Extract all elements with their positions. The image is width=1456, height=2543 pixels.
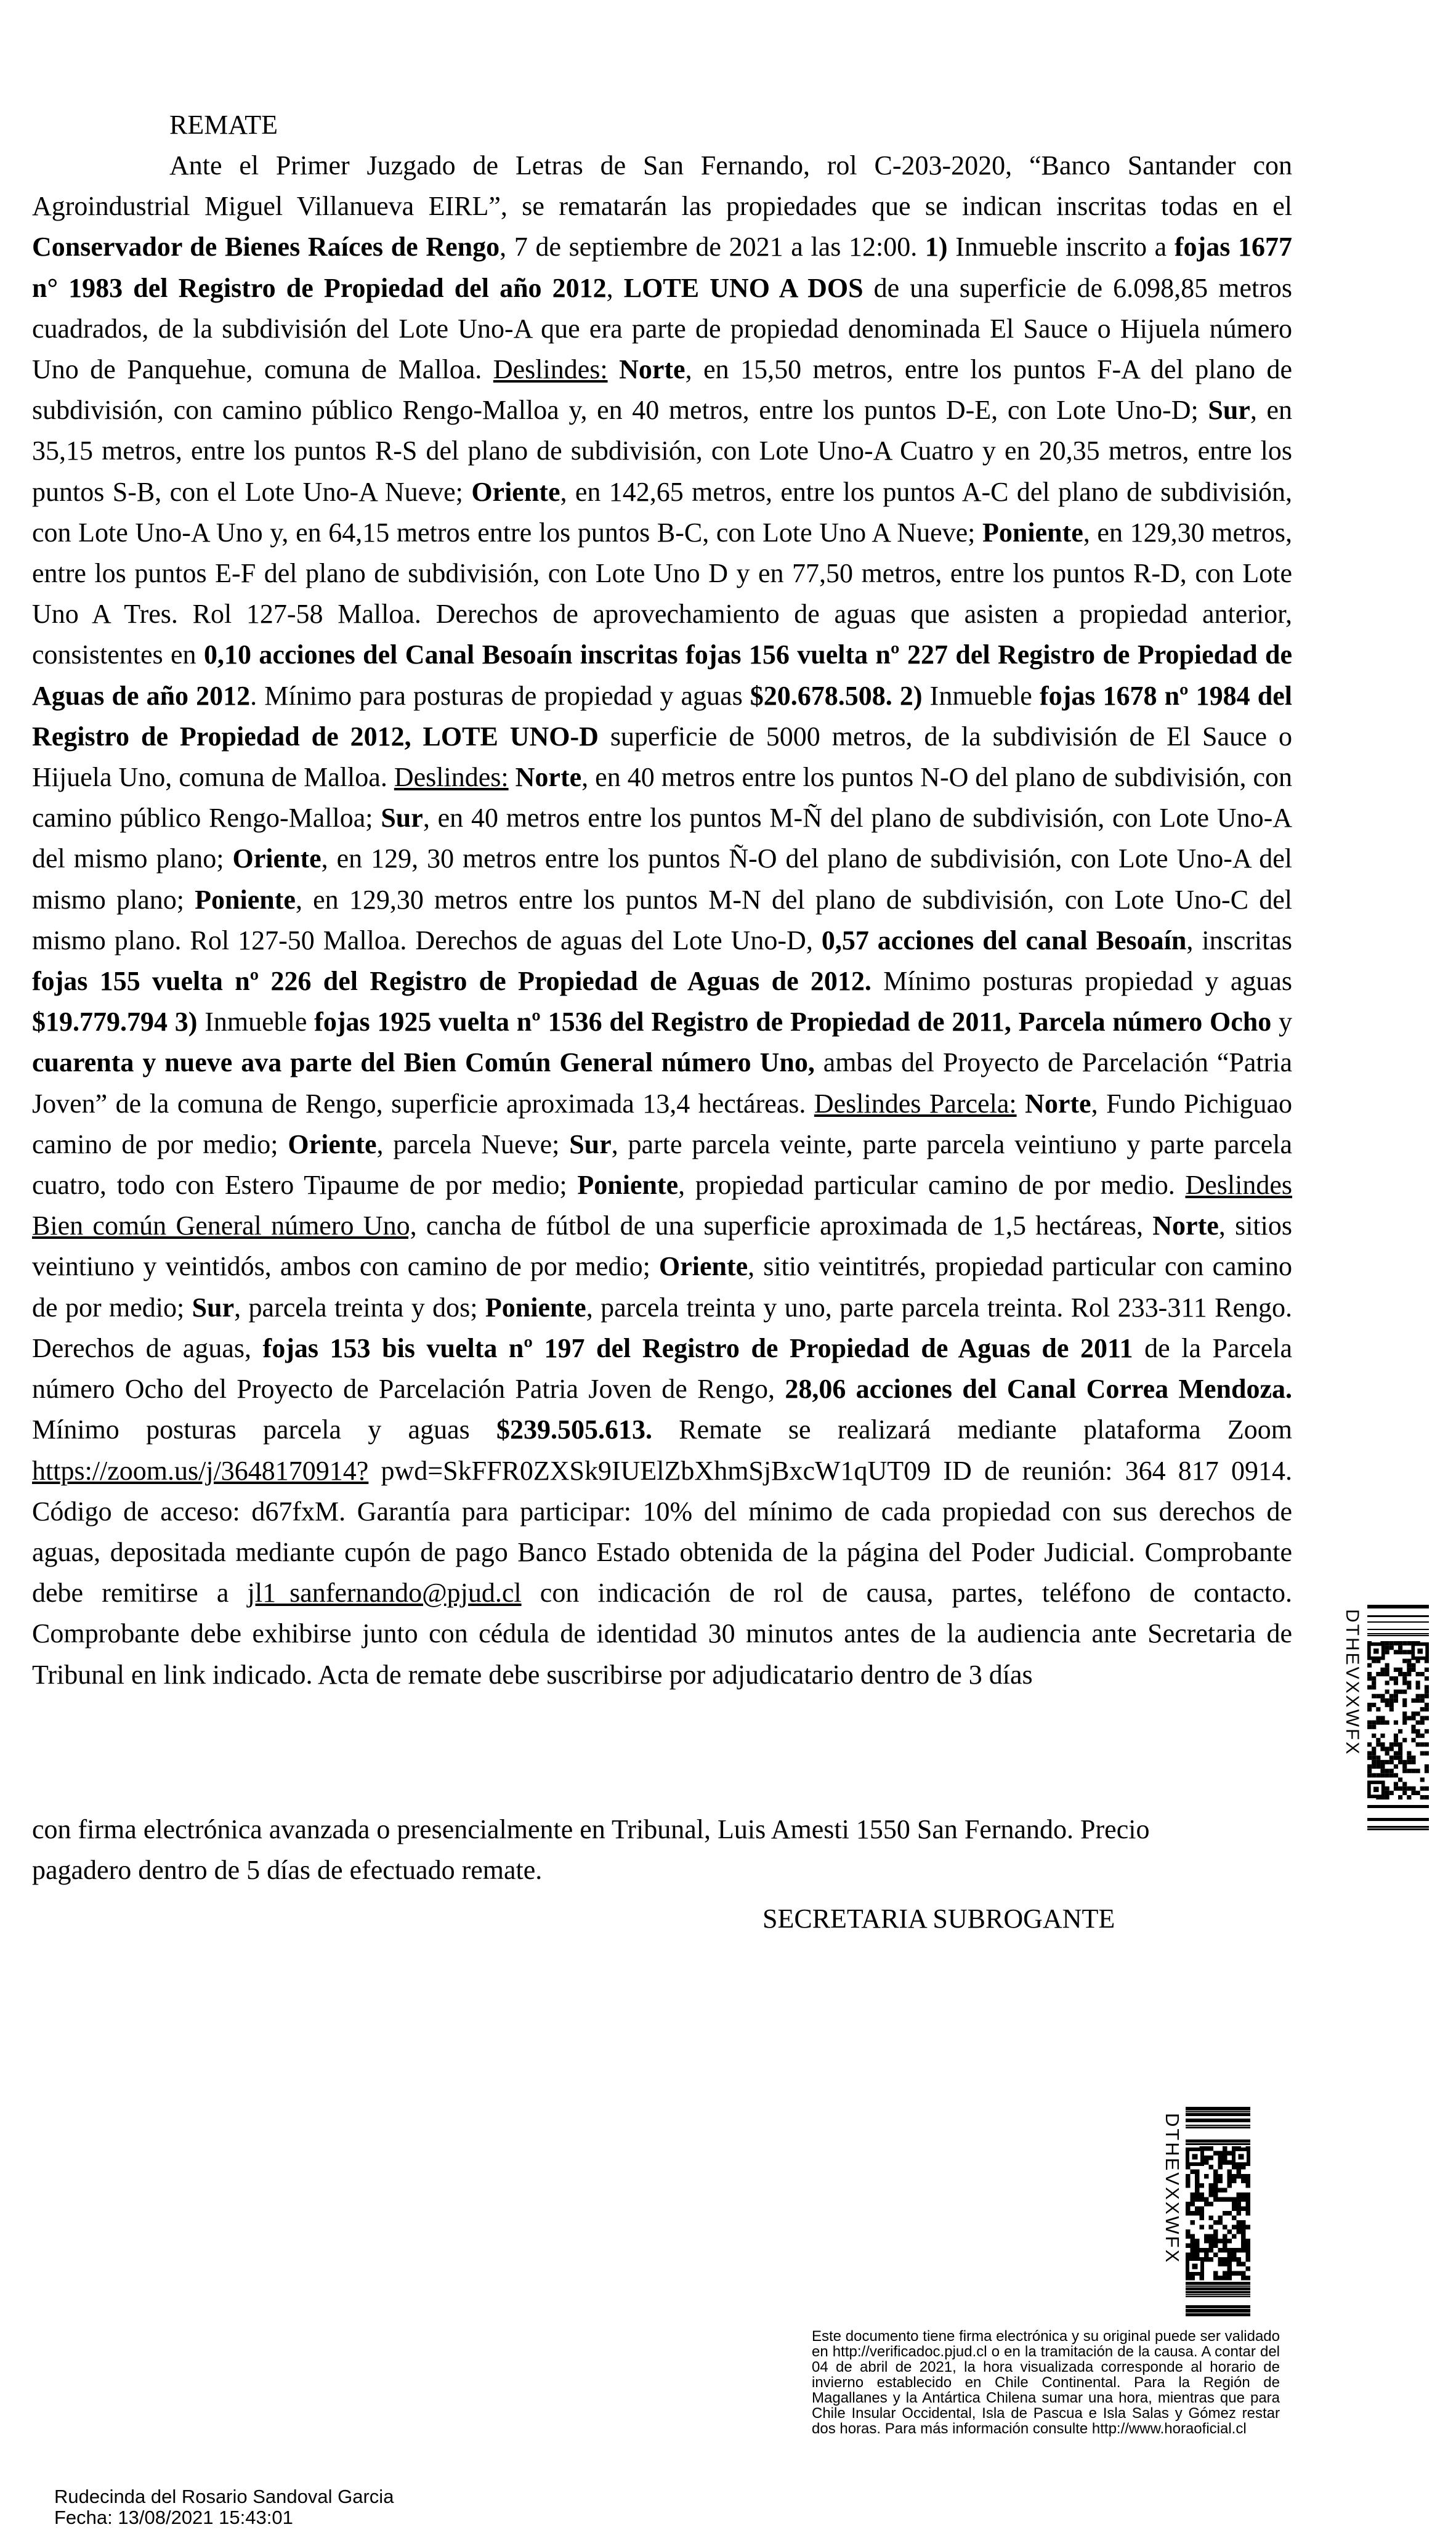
underlined-run: Deslindes Parcela: [814, 1088, 1017, 1119]
qr-code-upper-graphic [1367, 1605, 1429, 1836]
text-run [509, 762, 516, 792]
underlined-run: Deslindes: [394, 762, 509, 793]
underlined-run[interactable]: https://zoom.us/j/3648170914? [32, 1455, 369, 1486]
text-run [168, 1007, 175, 1037]
signer-name: Rudecinda del Rosario Sandoval Garcia [54, 2486, 394, 2507]
text-run: , en 129,30 metros entre los puntos M-N del plano de subdivisión, con Lote Uno-C del mismo plano. Rol 127-50 Malloa. Derechos de aguas del Lote Uno-D, [32, 884, 1292, 955]
bold-run: Sur [381, 803, 423, 833]
text-run [608, 354, 620, 384]
text-run: , sitio veintitrés, propiedad particular con camino de por medio; [32, 1251, 1292, 1323]
text-run: , parcela treinta y uno, parte parcela treinta. Rol 233-311 Rengo. Derechos de aguas, [32, 1292, 1292, 1363]
bold-run: cuarenta y nueve ava parte del Bien Común General número Uno, [32, 1047, 815, 1078]
text-run: Inmueble inscrito a [947, 232, 1175, 262]
text-run: , en 35,15 metros, entre los puntos R-S del plano de subdivisión, con Lote Uno-A Cuatro y en 20,35 metros, entre los puntos S-B, con el Lote Uno-A Nueve; [32, 395, 1293, 507]
text-run: Mínimo posturas propiedad y aguas [871, 966, 1293, 997]
bold-run: fojas 1678 nº 1984 del Registro de Propiedad de 2012, LOTE UNO-D [32, 680, 1292, 752]
closing-line-1: con firma electrónica avanzada o presencialmente en Tribunal, Luis Amesti 1550 San Fernando. Precio [32, 1814, 1150, 1844]
bold-run: Norte [1152, 1211, 1219, 1241]
underlined-run[interactable]: jl1_sanfernando@pjud.cl [247, 1578, 522, 1608]
bold-run: $19.779.794 [32, 1007, 168, 1037]
text-run [892, 681, 900, 711]
bold-run: Norte [1025, 1088, 1091, 1119]
text-run: ambas del Proyecto de Parcelación “Patria Joven” de la comuna de Rengo, superficie aproximada 13,4 hectáreas. [32, 1047, 1292, 1119]
text-run: , en 40 metros entre los puntos N-O del plano de subdivisión, con camino público Rengo-Malloa; [32, 762, 1293, 833]
underlined-run: Deslindes Bien común General número Uno, [32, 1170, 1292, 1241]
text-run: , parcela treinta y dos; [234, 1292, 485, 1323]
text-run: Mínimo posturas parcela y aguas [32, 1414, 496, 1445]
closing-lines [32, 1809, 1292, 1891]
text-run: , en 129, 30 metros entre los puntos Ñ-O del plano de subdivisión, con Lote Uno-A del mismo plano; [32, 843, 1293, 915]
signature-date: Fecha: 13/08/2021 15:43:01 [54, 2507, 293, 2528]
underlined-run: Deslindes: [493, 354, 608, 385]
text-run: y [1271, 1007, 1292, 1037]
text-run: , sitios veintiuno y veintidós, ambos con camino de por medio; [32, 1211, 1293, 1282]
bold-run: Sur [569, 1129, 612, 1159]
text-run [1017, 1089, 1025, 1119]
bold-run: 3) [174, 1007, 198, 1037]
bold-run: Sur [1208, 395, 1250, 426]
text-run: , [606, 272, 624, 303]
text-run: con indicación de rol de causa, partes, teléfono de contacto. Comprobante debe exhibirse junto con cédula de identidad 30 minutos antes de la audiencia ante Secretaria de Tribunal en link indicado. Acta de remate debe suscribirse por adjudicatario dentro de 3 días [32, 1578, 1292, 1690]
bold-run: Oriente [232, 843, 322, 874]
bold-run: Sur [192, 1292, 235, 1323]
closing-line-2: pagadero dentro de 5 días de efectuado remate. [32, 1855, 543, 1885]
text-run: , en 129,30 metros, entre los puntos E-F del plano de subdivisión, con Lote Uno D y en 77,50 metros, entre los puntos R-D, con Lote Uno A Tres. Rol 127-58 Malloa. Derechos de aprovechamiento de aguas que asisten a propiedad anterior, consistentes en [32, 517, 1292, 670]
text-run: de la Parcela número Ocho del Proyecto de Parcelación Patria Joven de Rengo, [32, 1332, 1293, 1405]
verification-code-upper: DTHEVXXWFX [1342, 1609, 1362, 1756]
text-run: , parte parcela veinte, parte parcela veintiuno y parte parcela cuatro, todo con Estero Tipaume de por medio; [32, 1129, 1292, 1201]
bold-run: LOTE UNO A DOS [623, 272, 863, 303]
bold-run: Oriente [658, 1251, 748, 1282]
text-run: . Mínimo para posturas de propiedad y aguas [250, 680, 750, 711]
bold-run: Oriente [288, 1129, 377, 1159]
text-run: , 7 de septiembre de 2021 a las 12:00. [499, 232, 925, 262]
text-run: pwd=SkFFR0ZXSk9IUElZbXhmSjBxcW1qUT09 ID de reunión: 364 817 0914. Código de acceso: d67fxM. Garantía para participar: 10% del mínimo de cada propiedad con sus derechos de aguas, depositada mediante cupón de pago Banco Estado obtenida de la página del Poder Judicial. Comprobante debe remitirse a [32, 1455, 1292, 1608]
bold-run: fojas 1677 n° 1983 del Registro de Propiedad del año 2012 [32, 232, 1292, 303]
bold-run: 0,10 acciones del Canal Besoaín inscritas fojas 156 vuelta nº 227 del Registro de Propiedad de Aguas de año 2012 [32, 639, 1292, 711]
text-run: Remate se realizará mediante plataforma Zoom [652, 1414, 1293, 1445]
bold-run: Poniente [485, 1292, 586, 1323]
bold-run: fojas 155 vuelta nº 226 del Registro de Propiedad de Aguas de 2012. [32, 966, 872, 997]
bold-run: 0,57 acciones del canal Besoaín [821, 925, 1187, 955]
bold-run: 2) [899, 680, 923, 711]
text-run: , en 15,50 metros, entre los puntos F-A del plano de subdivisión, con camino público Rengo-Malloa y, en 40 metros, entre los puntos D-E, con Lote Uno-D; [32, 354, 1292, 426]
bold-run: 28,06 acciones del Canal Correa Mendoza. [785, 1374, 1293, 1405]
text-run: , Fundo Pichiguao camino de por medio; [32, 1088, 1293, 1159]
remate-paragraph [32, 145, 1292, 1695]
bold-run: $20.678.508. [750, 680, 892, 711]
text-run: , inscritas [1186, 925, 1292, 955]
verification-qr-lower [1186, 2107, 1250, 2316]
bold-run: Norte [619, 354, 686, 385]
verification-qr-upper [1367, 1605, 1429, 1836]
text-run: cancha de fútbol de una superficie aproximada de 1,5 hectáreas, [416, 1211, 1153, 1241]
text-run: , en 142,65 metros, entre los puntos A-C del plano de subdivisión, con Lote Uno-A Uno y, en 64,15 metros entre los puntos B-C, con Lote Uno A Nueve; [32, 476, 1292, 548]
bold-run: fojas 153 bis vuelta nº 197 del Registro de Propiedad de Aguas de 2011 [262, 1332, 1133, 1363]
bold-run: Poniente [577, 1170, 679, 1201]
bold-run: fojas 1925 vuelta nº 1536 del Registro de Propiedad de 2011, Parcela número Ocho [314, 1007, 1272, 1037]
document-title: REMATE [169, 110, 278, 140]
text-run: , propiedad particular camino de por medio. [678, 1170, 1186, 1201]
signer-block [54, 2486, 394, 2528]
bold-run: Oriente [471, 476, 560, 507]
text-run: Inmueble [922, 680, 1040, 711]
bold-run: $239.505.613. [496, 1414, 652, 1445]
text-run: superficie de 5000 metros, de la subdivisión de El Sauce o Hijuela Uno, comuna de Malloa. [32, 721, 1293, 793]
text-run: Inmueble [197, 1007, 315, 1037]
bold-run: Conservador de Bienes Raíces de Rengo [32, 232, 500, 262]
verification-code-lower: DTHEVXXWFX [1162, 2113, 1183, 2265]
text-run: de una superficie de 6.098,85 metros cuadrados, de la subdivisión del Lote Uno-A que era parte de propiedad denominada El Sauce o Hijuela número Uno de Panquehue, comuna de Malloa. [32, 272, 1292, 385]
bold-run: Norte [515, 762, 582, 793]
bold-run: Poniente [982, 517, 1083, 548]
document-body [32, 145, 1292, 1695]
bold-run: 1) [924, 232, 948, 262]
bold-run: Poniente [195, 884, 296, 915]
qr-code-lower-graphic [1186, 2107, 1250, 2316]
electronic-signature-notice: Este documento tiene firma electrónica y su original puede ser validado en http://verificadoc.pjud.cl o en la tramitación de la causa. A contar del 04 de abril de 2021, la hora visualizada corresponde al horario de invierno establecido en Chile Continental. Para la Región de Magallanes y la Antártica Chilena sumar una hora, mientras que para Chile Insular Occidental, Isla de Pascua e Isla Salas y Gómez restar dos horas. Para más información consulte http://www.horaoficial.cl [812, 2328, 1280, 2437]
text-run: Ante el Primer Juzgado de Letras de San Fernando, rol C-203-2020, “Banco Santander con Agroindustrial Miguel Villanueva EIRL”, se rematarán las propiedades que se indican inscritas todas en el [32, 150, 1292, 222]
text-run: , parcela Nueve; [376, 1129, 570, 1159]
text-run: , en 40 metros entre los puntos M-Ñ del plano de subdivisión, con Lote Uno-A del mismo plano; [32, 803, 1292, 874]
signoff-title: SECRETARIA SUBROGANTE [762, 1904, 1115, 1934]
